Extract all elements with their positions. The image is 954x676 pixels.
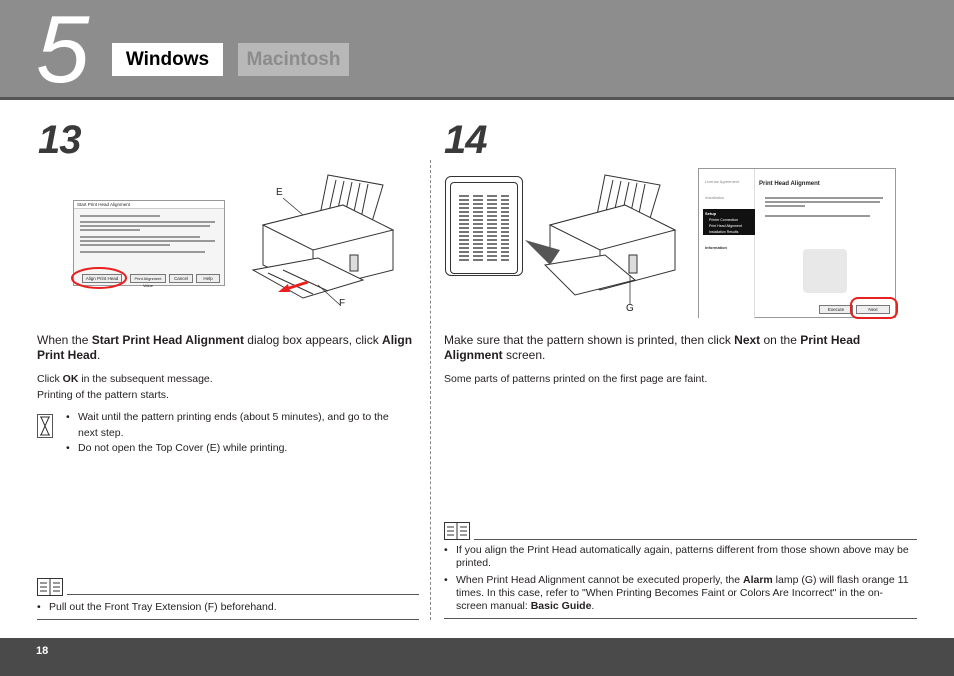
step-14-sub1: Some parts of patterns printed on the first page are faint. xyxy=(444,373,708,385)
execute-button[interactable]: Execute xyxy=(819,305,853,314)
next-button[interactable]: Next xyxy=(856,305,890,314)
note-rule-left xyxy=(67,594,419,595)
nav-license: License Agreement xyxy=(705,179,740,184)
screen-body-lines xyxy=(765,195,885,219)
cancel-button[interactable]: Cancel xyxy=(169,274,193,283)
screen-illustration xyxy=(803,249,847,293)
label-e: E xyxy=(276,187,283,198)
nav-printer-connection: Printer Connection xyxy=(709,218,738,222)
note-book-icon xyxy=(37,578,63,596)
screen-title: Print Head Alignment xyxy=(759,181,820,187)
step-14-instruction: Make sure that the pattern shown is printed, then click Next on the Print Head Alignment screen. xyxy=(444,333,861,362)
note-bullet-right-1: • If you align the Print Head automatically again, patterns different from those shown above may be printed. xyxy=(444,544,909,569)
chapter-number: 5 xyxy=(36,0,88,103)
caution-bullet-1: • Wait until the pattern printing ends (about 5 minutes), and go to the next step. xyxy=(66,411,389,439)
nav-installation: Installation xyxy=(705,195,725,200)
caution-bullet-2: • Do not open the Top Cover (E) while printing. xyxy=(66,442,288,454)
nav-print-head-alignment: Print Head Alignment xyxy=(709,224,742,228)
nav-setup: Setup xyxy=(705,211,717,216)
page-number: 18 xyxy=(36,645,49,657)
note-end-right xyxy=(444,618,917,619)
step-13-sub2: Printing of the pattern starts. xyxy=(37,389,169,401)
header-rule xyxy=(0,97,954,100)
setup-nav xyxy=(699,169,755,319)
step-13-number: 13 xyxy=(38,118,81,162)
label-f: F xyxy=(339,298,346,309)
next-highlight-ring xyxy=(849,296,899,320)
step-14-number: 14 xyxy=(444,118,487,162)
print-alignment-value-button[interactable]: Print Alignment Value xyxy=(130,274,166,283)
nav-information: Information xyxy=(705,245,727,250)
hourglass-icon xyxy=(37,414,53,438)
footer-band xyxy=(0,638,954,676)
pattern-page-front xyxy=(450,182,518,274)
note-rule-right xyxy=(474,539,917,540)
step-13-sub1: Click OK in the subsequent message. xyxy=(37,373,213,385)
nav-installation-results: Installation Results xyxy=(709,230,739,234)
note-bullet-left: • Pull out the Front Tray Extension (F) beforehand. xyxy=(37,601,277,613)
column-divider xyxy=(430,160,431,620)
printer-illustration-right xyxy=(525,170,685,310)
help-button[interactable]: Help xyxy=(196,274,220,283)
dialog-title: Start Print Head Alignment xyxy=(74,201,224,209)
highlight-ring xyxy=(70,265,130,291)
dialog-body-lines xyxy=(80,213,220,255)
align-print-head-button[interactable]: Align Print Head xyxy=(82,274,122,283)
label-g: G xyxy=(626,303,634,314)
tab-windows[interactable]: Windows xyxy=(112,43,223,76)
step-13-instruction: When the Start Print Head Alignment dialog box appears, click Align Print Head. xyxy=(37,333,413,362)
note-bullet-right-2: • When Print Head Alignment cannot be executed properly, the Alarm lamp (G) will flash orange 11 times. In this case, refer to "When Printing Becomes Faint or Colors Are Incorrect" in the on-screen manual: Basic Guide. xyxy=(444,574,909,612)
tab-macintosh[interactable]: Macintosh xyxy=(238,43,349,76)
printer-illustration-left xyxy=(248,170,408,310)
note-book-icon-right xyxy=(444,522,470,540)
note-end-left xyxy=(37,619,419,620)
